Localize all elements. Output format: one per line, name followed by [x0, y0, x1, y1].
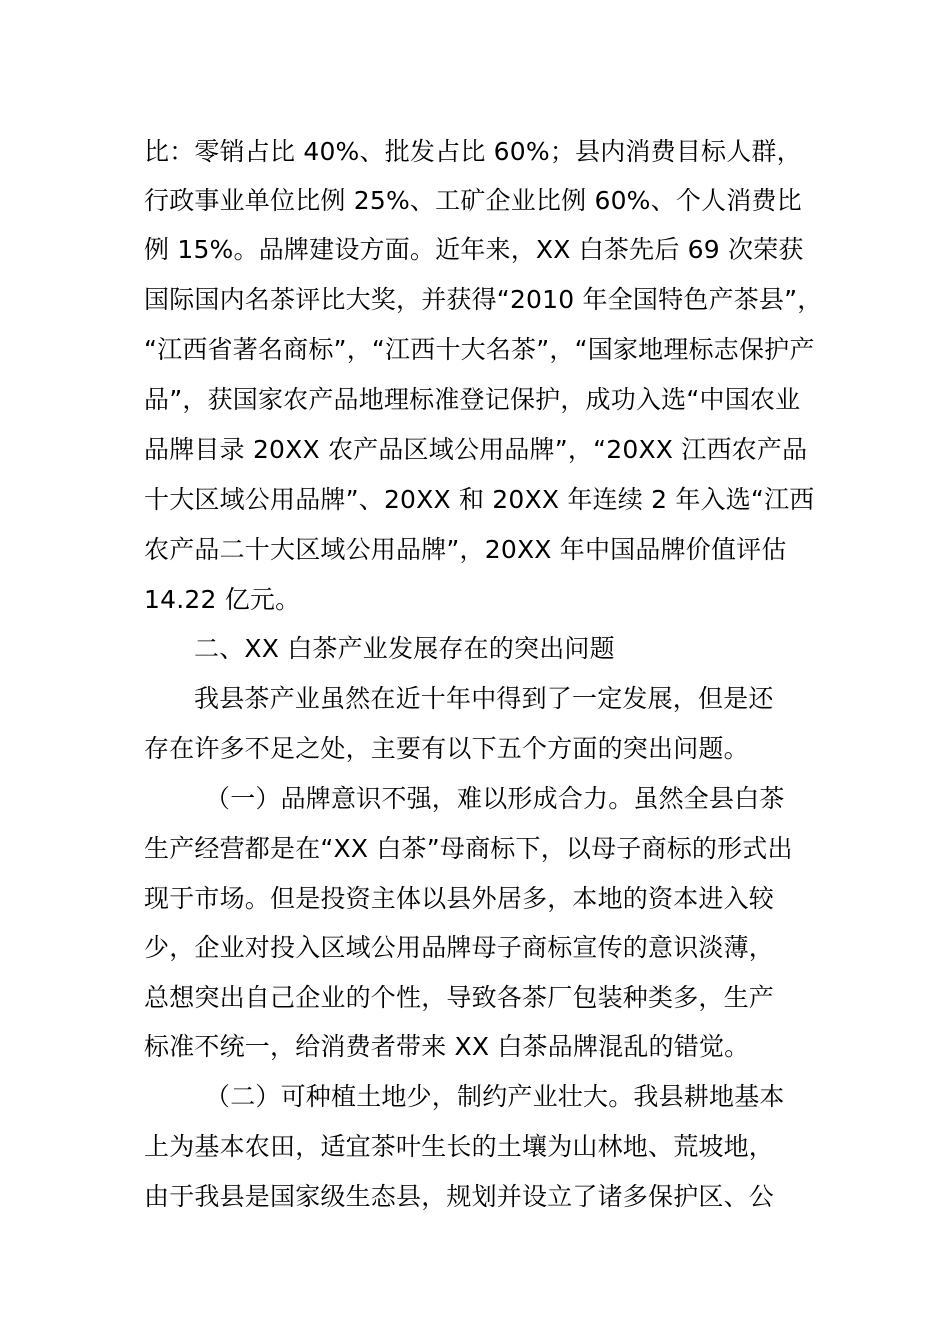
text-line: 行政事业单位比例 25%、工矿企业比例 60%、个人消费比 — [144, 186, 802, 215]
text-line: 十大区域公用品牌”、20XX 和 20XX 年连续 2 年入选“江西 — [144, 485, 815, 514]
text-line: 品牌目录 20XX 农产品区域公用品牌”，“20XX 江西农产品 — [144, 435, 808, 464]
text-line: 上为基本农田，适宜茶叶生长的土壤为山林地、荒坡地， — [144, 1132, 775, 1161]
text-line: 品”，获国家农产品地理标准登记保护，成功入选“中国农业 — [144, 385, 801, 414]
text-line: 现于市场。但是投资主体以县外居多，本地的资本进入较 — [144, 884, 775, 913]
section-heading: 二、XX 白茶产业发展存在的突出问题 — [194, 634, 615, 663]
subsection-heading: （一）品牌意识不强，难以形成合力。虽然全县白茶 — [205, 784, 785, 813]
text-line: 国际国内名茶评比大奖，并获得“2010 年全国特色产茶县”， — [144, 285, 823, 314]
text-line: 由于我县是国家级生态县，规划并设立了诸多保护区、公 — [144, 1182, 775, 1211]
text-line: 农产品二十大区域公用品牌”，20XX 年中国品牌价值评估 — [144, 535, 787, 564]
text-line: “江西省著名商标”，“江西十大名茶”，“国家地理标志保护产 — [144, 335, 815, 364]
text-line: 存在许多不足之处，主要有以下五个方面的突出问题。 — [144, 734, 749, 763]
text-line: 总想突出自己企业的个性，导致各茶厂包装种类多，生产 — [144, 983, 775, 1012]
text-line: 我县茶产业虽然在近十年中得到了一定发展，但是还 — [194, 684, 774, 713]
text-line: 例 15%。品牌建设方面。近年来，XX 白茶先后 69 次荣获 — [144, 235, 804, 264]
text-line: 14.22 亿元。 — [144, 585, 301, 614]
text-line: 生产经营都是在“XX 白茶”母商标下，以母子商标的形式出 — [144, 834, 793, 863]
text-line: 少，企业对投入区域公用品牌母子商标宣传的意识淡薄， — [144, 933, 775, 962]
subsection-heading: （二）可种植土地少，制约产业壮大。我县耕地基本 — [205, 1082, 785, 1111]
text-line: 比：零销占比 40%、批发占比 60%；县内消费目标人群， — [144, 137, 802, 166]
text-line: 标准不统一，给消费者带来 XX 白茶品牌混乱的错觉。 — [144, 1032, 750, 1061]
